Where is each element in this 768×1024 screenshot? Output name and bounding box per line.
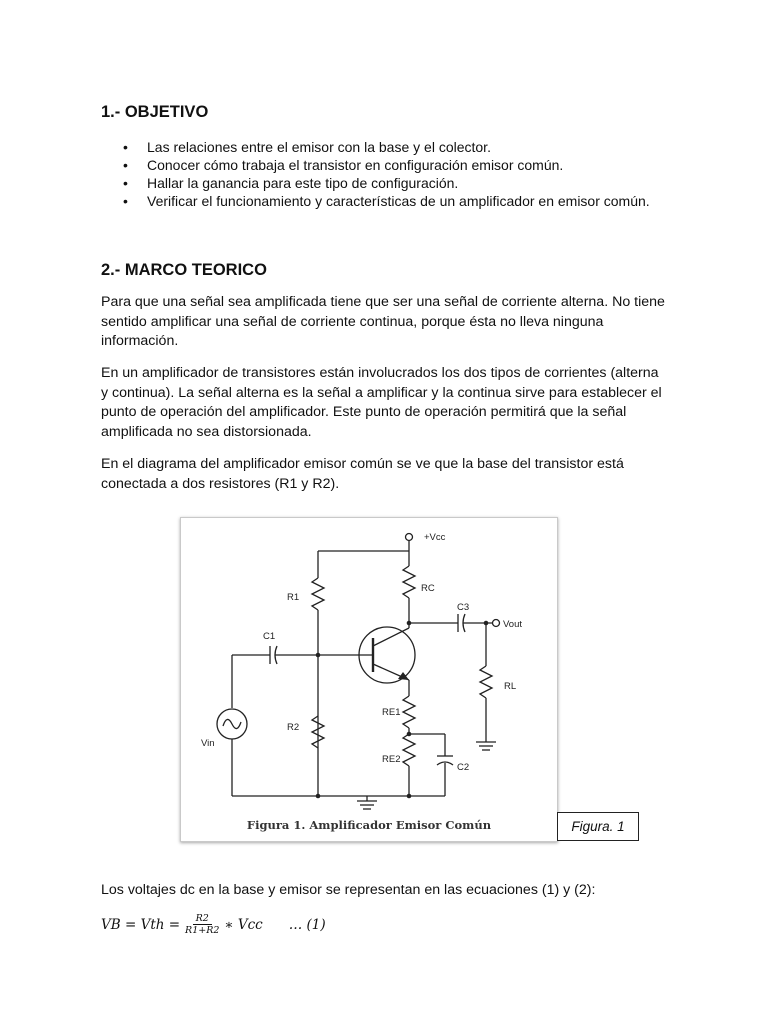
paragraph: En el diagrama del amplificador emisor común se ve que la base del transistor está conectada a dos resistores (R1 y R2). bbox=[101, 456, 624, 492]
equation-fraction bbox=[183, 913, 221, 936]
paragraph: Para que una señal sea amplificada tiene que ser una señal de corriente alterna. No tiene sentido amplificar una señal de corriente continua, porque ésta no lleva ninguna información. bbox=[101, 294, 665, 350]
vcc-label: +Vcc bbox=[424, 532, 446, 543]
equation-1 bbox=[101, 913, 326, 936]
c1-label: C1 bbox=[263, 631, 276, 642]
section-heading-objetivo: 1.- OBJETIVO bbox=[101, 103, 209, 121]
paragraph: En un amplificador de transistores están involucrados los dos tipos de corrientes (alterna y continua). La señal alterna es la señal a amplificar y la continua sirve para establecer el punto de operación del amplificador. Este punto de operación permitirá que la señal amplificada no sea distorsionada. bbox=[101, 365, 662, 440]
figure-label-box: Figura. 1 bbox=[557, 812, 639, 841]
equation-rhs: ∗ Vcc bbox=[224, 916, 263, 933]
section-heading-marco-teorico: 2.- MARCO TEORICO bbox=[101, 261, 267, 279]
r2-label: R2 bbox=[287, 722, 300, 733]
re2-label: RE2 bbox=[382, 754, 401, 765]
figure-caption: Figura 1. Amplificador Emisor Común bbox=[246, 818, 492, 832]
list-item: • Las relaciones entre el emisor con la base y el colector. bbox=[123, 139, 491, 155]
fraction-denominator: R1+R2 bbox=[185, 925, 220, 936]
circuit-diagram bbox=[181, 518, 557, 841]
re1-label: RE1 bbox=[382, 707, 401, 718]
vout-label: Vout bbox=[503, 619, 523, 630]
rl-label: RL bbox=[504, 681, 517, 692]
c3-label: C3 bbox=[457, 602, 470, 613]
r1-label: R1 bbox=[287, 592, 300, 603]
list-item: • Verificar el funcionamiento y características de un amplificador en emisor común. bbox=[123, 193, 650, 209]
rc-label: RC bbox=[421, 583, 435, 594]
fraction-numerator: R2 bbox=[193, 913, 212, 925]
circuit-figure bbox=[180, 517, 558, 842]
c2-label: C2 bbox=[457, 762, 470, 773]
objetivo-bullet-list bbox=[101, 138, 667, 210]
paragraph: Los voltajes dc en la base y emisor se representan en las ecuaciones (1) y (2): bbox=[101, 882, 596, 898]
equation-lhs: VB = Vth = bbox=[101, 916, 181, 933]
list-item: • Hallar la ganancia para este tipo de configuración. bbox=[123, 175, 459, 191]
equation-tag: … (1) bbox=[288, 916, 326, 933]
vin-label: Vin bbox=[201, 738, 215, 749]
list-item: • Conocer cómo trabaja el transistor en configuración emisor común. bbox=[123, 157, 564, 173]
